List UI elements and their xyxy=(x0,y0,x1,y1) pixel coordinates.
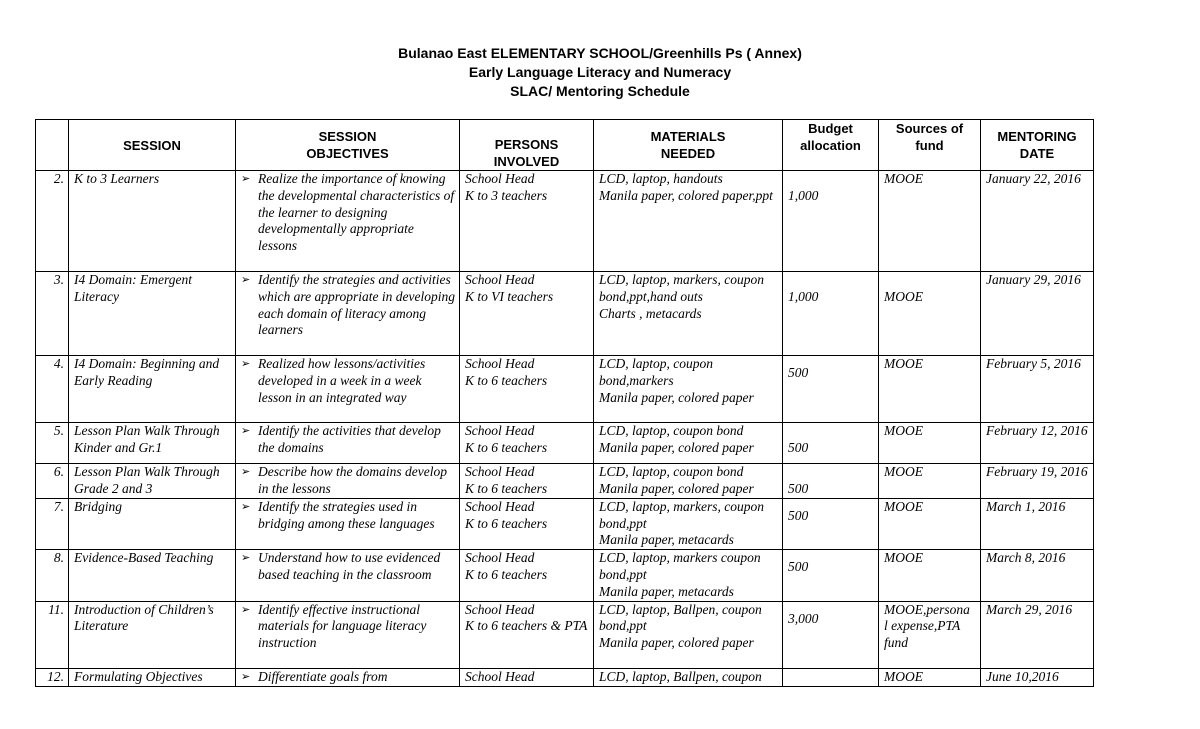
persons-cell: School Head K to 6 teachers xyxy=(460,550,594,601)
row-number: 7. xyxy=(36,498,69,549)
persons-cell: School Head K to 6 teachers xyxy=(460,498,594,549)
header-session: SESSION xyxy=(69,120,236,171)
budget-cell: 500 xyxy=(783,550,879,601)
header-materials: MATERIALS NEEDED xyxy=(594,120,783,171)
source-cell: MOOE xyxy=(879,464,981,499)
table-row xyxy=(36,601,1094,668)
table-row xyxy=(36,171,1094,272)
source-cell: MOOE xyxy=(879,668,981,686)
header-budget: Budget allocation xyxy=(783,120,879,171)
arrow-bullet-icon: ➢ xyxy=(241,552,251,565)
persons-cell: School Head K to 6 teachers xyxy=(460,464,594,499)
arrow-bullet-icon: ➢ xyxy=(241,500,251,513)
row-number: 4. xyxy=(36,356,69,423)
materials-cell: LCD, laptop, markers, coupon bond,ppt Manila paper, metacards xyxy=(594,498,783,549)
objective-cell: ➢ Realize the importance of knowing the developmental characteristics of the learner to designing developmentally appropriate lessons xyxy=(236,171,460,272)
objective-cell: ➢ Identify the activities that develop the domains xyxy=(236,423,460,464)
row-number: 2. xyxy=(36,171,69,272)
school-title: Bulanao East ELEMENTARY SCHOOL/Greenhills Ps ( Annex) xyxy=(398,45,802,61)
header-number xyxy=(36,120,69,171)
arrow-bullet-icon: ➢ xyxy=(241,466,251,478)
objective-cell: ➢ Identify the strategies used in bridging among these languages xyxy=(236,498,460,549)
table-row xyxy=(36,272,1094,356)
table-row xyxy=(36,550,1094,601)
source-cell: MOOE xyxy=(879,272,981,356)
materials-cell: LCD, laptop, markers, coupon bond,ppt,hand outs Charts , metacards xyxy=(594,272,783,356)
row-number: 11. xyxy=(36,601,69,668)
mentoring-schedule-table xyxy=(35,119,1094,687)
materials-cell: LCD, laptop, coupon bond Manila paper, colored paper xyxy=(594,423,783,464)
session-cell: Evidence-Based Teaching xyxy=(69,550,236,601)
header-date: MENTORING DATE xyxy=(981,120,1094,171)
source-cell: MOOE xyxy=(879,498,981,549)
table-header-row xyxy=(36,120,1094,171)
header-persons: PERSONS INVOLVED xyxy=(460,120,594,171)
session-cell: I4 Domain: Beginning and Early Reading xyxy=(69,356,236,423)
budget-cell: 1,000 xyxy=(783,171,879,272)
schedule-title: SLAC/ Mentoring Schedule xyxy=(510,83,690,99)
persons-cell: School Head K to 6 teachers xyxy=(460,356,594,423)
materials-cell: LCD, laptop, coupon bond Manila paper, colored paper xyxy=(594,464,783,499)
source-cell: MOOE,persona l expense,PTA fund xyxy=(879,601,981,668)
arrow-bullet-icon: ➢ xyxy=(241,603,251,616)
persons-cell: School Head K to 3 teachers xyxy=(460,171,594,272)
budget-cell: 500 xyxy=(783,498,879,549)
date-cell: March 29, 2016 xyxy=(981,601,1094,668)
budget-cell: 1,000 xyxy=(783,272,879,356)
session-cell: K to 3 Learners xyxy=(69,171,236,272)
materials-cell: LCD, laptop, Ballpen, coupon bond,ppt Manila paper, colored paper xyxy=(594,601,783,668)
header-objectives: SESSION OBJECTIVES xyxy=(236,120,460,171)
budget-cell: 500 xyxy=(783,423,879,464)
materials-cell: LCD, laptop, Ballpen, coupon xyxy=(594,668,783,686)
objective-cell: ➢ Describe how the domains develop in the lessons xyxy=(236,464,460,499)
source-cell: MOOE xyxy=(879,356,981,423)
arrow-bullet-icon: ➢ xyxy=(241,670,251,683)
document-header xyxy=(0,44,1200,101)
row-number: 12. xyxy=(36,668,69,686)
objective-cell: ➢ Identify the strategies and activities which are appropriate in developing each domain of literacy among learners xyxy=(236,272,460,356)
budget-cell: 500 xyxy=(783,464,879,499)
session-cell: Lesson Plan Walk Through Grade 2 and 3 xyxy=(69,464,236,499)
objective-cell: ➢ Identify effective instructional materials for language literacy instruction xyxy=(236,601,460,668)
header-sources: Sources of fund xyxy=(879,120,981,171)
table-row xyxy=(36,668,1094,686)
date-cell: February 5, 2016 xyxy=(981,356,1094,423)
date-cell: January 22, 2016 xyxy=(981,171,1094,272)
persons-cell: School Head K to VI teachers xyxy=(460,272,594,356)
program-title: Early Language Literacy and Numeracy xyxy=(468,64,732,80)
session-cell: Introduction of Children’s Literature xyxy=(69,601,236,668)
row-number: 8. xyxy=(36,550,69,601)
session-cell: Lesson Plan Walk Through Kinder and Gr.1 xyxy=(69,423,236,464)
materials-cell: LCD, laptop, coupon bond,markers Manila paper, colored paper xyxy=(594,356,783,423)
persons-cell: School Head K to 6 teachers xyxy=(460,423,594,464)
date-cell: February 19, 2016 xyxy=(981,464,1094,499)
persons-cell: School Head K to 6 teachers & PTA xyxy=(460,601,594,668)
materials-cell: LCD, laptop, handouts Manila paper, colored paper,ppt xyxy=(594,171,783,272)
objective-cell: ➢ Understand how to use evidenced based teaching in the classroom xyxy=(236,550,460,601)
date-cell: June 10,2016 xyxy=(981,668,1094,686)
objective-cell: ➢ Realized how lessons/activities developed in a week in a week lesson in an integrated way xyxy=(236,356,460,423)
objective-cell: ➢ Differentiate goals from xyxy=(236,668,460,686)
arrow-bullet-icon: ➢ xyxy=(241,173,251,185)
budget-cell xyxy=(783,668,879,686)
session-cell: I4 Domain: Emergent Literacy xyxy=(69,272,236,356)
date-cell: March 1, 2016 xyxy=(981,498,1094,549)
budget-cell: 3,000 xyxy=(783,601,879,668)
table-row xyxy=(36,356,1094,423)
arrow-bullet-icon: ➢ xyxy=(241,358,251,370)
source-cell: MOOE xyxy=(879,423,981,464)
source-cell: MOOE xyxy=(879,550,981,601)
table-row xyxy=(36,423,1094,464)
arrow-bullet-icon: ➢ xyxy=(241,425,251,437)
row-number: 3. xyxy=(36,272,69,356)
persons-cell: School Head xyxy=(460,668,594,686)
arrow-bullet-icon: ➢ xyxy=(241,274,251,286)
table-row xyxy=(36,498,1094,549)
materials-cell: LCD, laptop, markers coupon bond,ppt Manila paper, metacards xyxy=(594,550,783,601)
session-cell: Formulating Objectives xyxy=(69,668,236,686)
budget-cell: 500 xyxy=(783,356,879,423)
row-number: 5. xyxy=(36,423,69,464)
date-cell: February 12, 2016 xyxy=(981,423,1094,464)
row-number: 6. xyxy=(36,464,69,499)
table-row xyxy=(36,464,1094,499)
date-cell: January 29, 2016 xyxy=(981,272,1094,356)
source-cell: MOOE xyxy=(879,171,981,272)
date-cell: March 8, 2016 xyxy=(981,550,1094,601)
session-cell: Bridging xyxy=(69,498,236,549)
